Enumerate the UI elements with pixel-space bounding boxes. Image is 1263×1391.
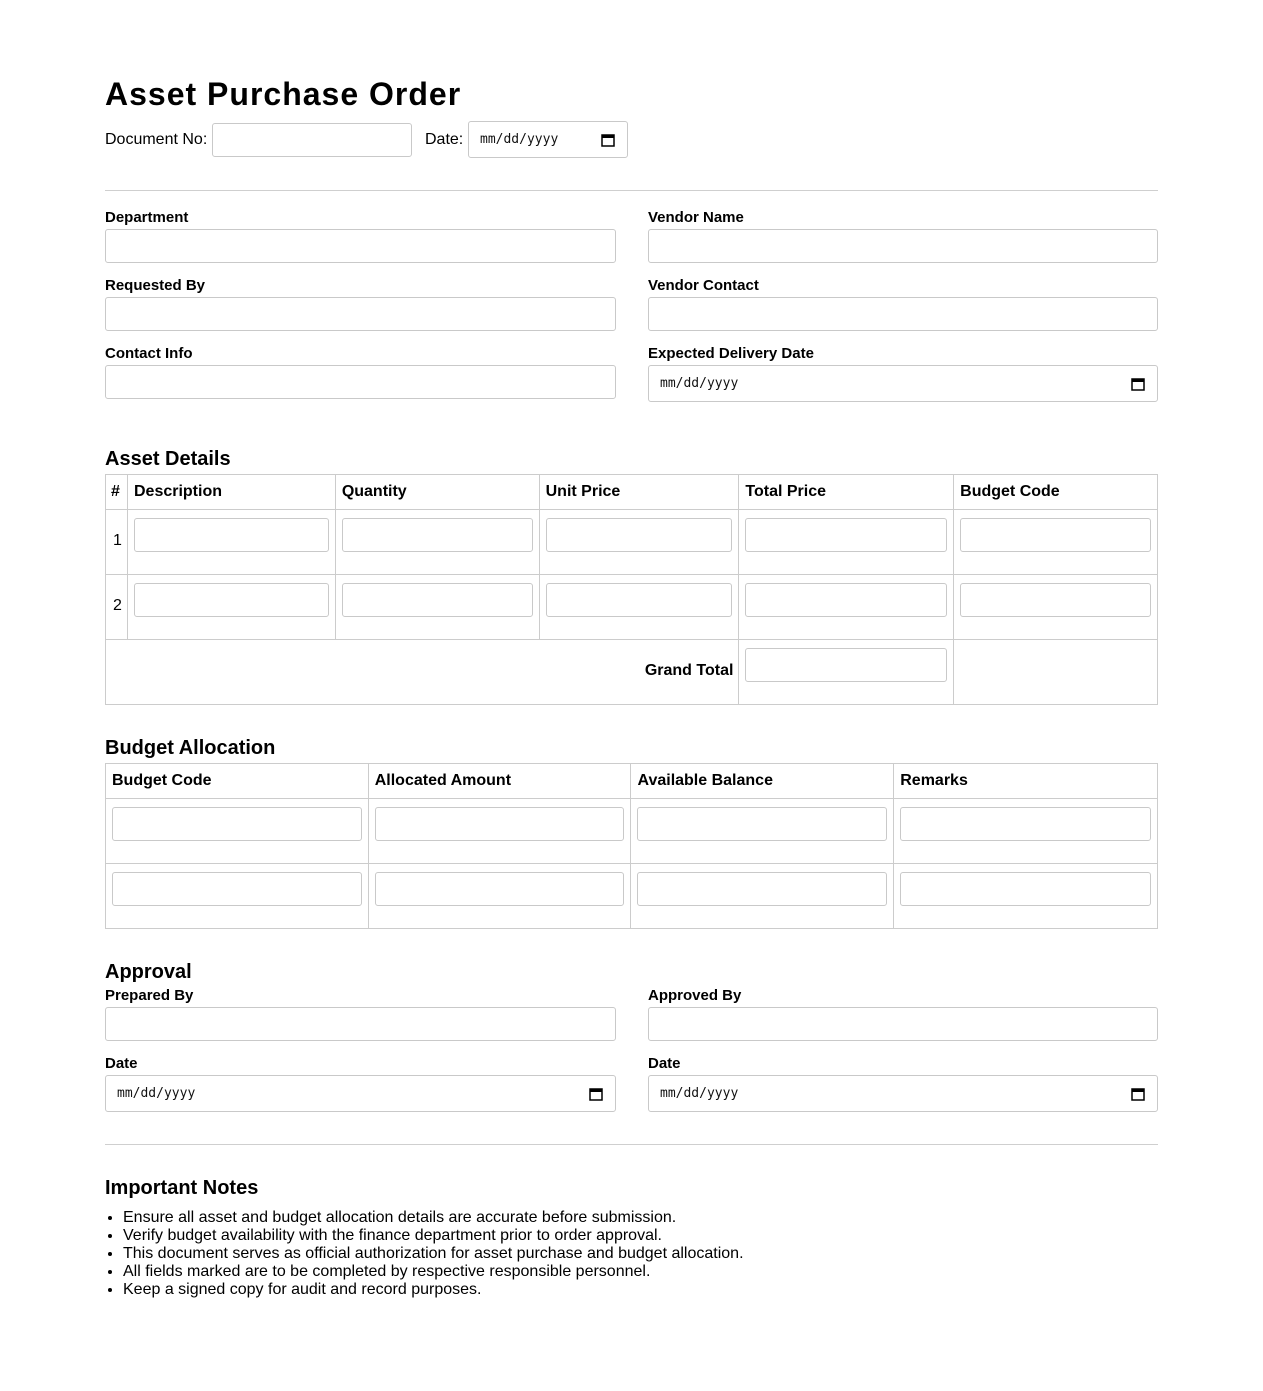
total-price-cell: [739, 575, 954, 640]
list-item: • Verify budget availability with the finance department prior to order approval.: [123, 1227, 1158, 1245]
row-number-cell: [106, 510, 128, 575]
document-no-input[interactable]: [212, 123, 412, 157]
prepared-by-label: Prepared By: [105, 987, 194, 1004]
quantity-input[interactable]: [342, 583, 533, 617]
requested-by-label: Requested By: [105, 277, 206, 294]
budget-code-input[interactable]: [112, 807, 362, 841]
total-price-cell: [739, 510, 954, 575]
asset-details-title: Asset Details: [105, 448, 231, 470]
quantity-input[interactable]: [342, 518, 533, 552]
expected-delivery-date-input[interactable]: [648, 365, 1158, 402]
column-header: Budget Code: [106, 764, 369, 799]
available-balance-cell: [631, 799, 894, 864]
row-number: 1: [113, 532, 122, 549]
contact-info-label: Contact Info: [105, 345, 193, 362]
grand-total-label: Grand Total: [644, 662, 734, 679]
unit-price-input[interactable]: [546, 583, 733, 617]
document-no-label: Document No:: [105, 131, 208, 148]
vendor-contact-label: Vendor Contact: [648, 277, 759, 294]
list-item: • This document serves as official authorization for asset purchase and budget allocation.: [123, 1245, 1158, 1263]
quantity-cell: [335, 575, 539, 640]
date-placeholder: mm/dd/yyyy: [480, 132, 559, 147]
calendar-icon[interactable]: [1131, 1087, 1145, 1101]
expected-delivery-label: Expected Delivery Date: [648, 345, 814, 362]
row-number-cell: [106, 575, 128, 640]
approved-by-label: Approved By: [648, 987, 742, 1004]
calendar-icon[interactable]: [589, 1087, 603, 1101]
page-title: Asset Purchase Order: [105, 76, 462, 112]
allocated-amount-input[interactable]: [375, 872, 625, 906]
divider-top: [105, 190, 1158, 191]
list-item: • All fields marked are to be completed by respective responsible personnel.: [123, 1263, 1158, 1281]
remarks-input[interactable]: [900, 872, 1151, 906]
table-header-row: [106, 764, 1158, 799]
approved-date-input[interactable]: [648, 1075, 1158, 1112]
calendar-icon[interactable]: [601, 133, 615, 147]
description-input[interactable]: [134, 583, 329, 617]
approved-by-input[interactable]: [648, 1007, 1158, 1041]
column-header: Total Price: [739, 475, 954, 510]
description-cell: [127, 575, 335, 640]
requested-by-input[interactable]: [105, 297, 616, 331]
allocated-amount-cell: [368, 799, 631, 864]
row-number: 2: [113, 597, 122, 614]
approval-title: Approval: [105, 961, 192, 983]
header-date-input[interactable]: [468, 121, 628, 158]
unit-price-cell: [539, 575, 739, 640]
column-header: Unit Price: [539, 475, 739, 510]
allocated-amount-cell: [368, 864, 631, 929]
remarks-cell: [894, 864, 1158, 929]
table-row: [106, 864, 1158, 929]
remarks-input[interactable]: [900, 807, 1151, 841]
contact-info-input[interactable]: [105, 365, 616, 399]
column-header: Remarks: [894, 764, 1158, 799]
grand-total-input[interactable]: [745, 648, 947, 682]
prepared-by-input[interactable]: [105, 1007, 616, 1041]
column-header: #: [106, 475, 128, 510]
list-item: • Ensure all asset and budget allocation details are accurate before submission.: [123, 1209, 1158, 1227]
remarks-cell: [894, 799, 1158, 864]
available-balance-input[interactable]: [637, 807, 887, 841]
quantity-cell: [335, 510, 539, 575]
date-label: Date:: [425, 131, 464, 148]
grand-total-row: [106, 640, 1158, 705]
grand-total-cell: [739, 640, 954, 705]
unit-price-cell: [539, 510, 739, 575]
budget-allocation-table: [105, 763, 1158, 929]
budget-code-cell: [954, 510, 1158, 575]
date-placeholder: mm/dd/yyyy: [660, 1086, 739, 1101]
column-header: Available Balance: [631, 764, 894, 799]
column-header: Allocated Amount: [368, 764, 631, 799]
table-row: [106, 799, 1158, 864]
budget-code-input[interactable]: [960, 583, 1151, 617]
prepared-date-input[interactable]: [105, 1075, 616, 1112]
budget-code-cell: [954, 575, 1158, 640]
budget-allocation-title: Budget Allocation: [105, 737, 276, 759]
vendor-name-input[interactable]: [648, 229, 1158, 263]
divider-bottom: [105, 1144, 1158, 1145]
empty-cell: [954, 640, 1158, 705]
vendor-name-label: Vendor Name: [648, 209, 744, 226]
description-cell: [127, 510, 335, 575]
notes-list: [105, 1209, 1158, 1299]
asset-details-table: [105, 474, 1158, 705]
available-balance-cell: [631, 864, 894, 929]
column-header: Description: [127, 475, 335, 510]
total-price-input[interactable]: [745, 518, 947, 552]
budget-code-cell: [106, 864, 369, 929]
notes-title: Important Notes: [105, 1177, 259, 1199]
column-header: Quantity: [335, 475, 539, 510]
calendar-icon[interactable]: [1131, 377, 1145, 391]
budget-code-input[interactable]: [112, 872, 362, 906]
table-row: [106, 575, 1158, 640]
list-item: • Keep a signed copy for audit and record purposes.: [123, 1281, 1158, 1299]
budget-code-cell: [106, 799, 369, 864]
department-input[interactable]: [105, 229, 616, 263]
available-balance-input[interactable]: [637, 872, 887, 906]
approved-date-label: Date: [648, 1055, 681, 1072]
budget-code-input[interactable]: [960, 518, 1151, 552]
department-label: Department: [105, 209, 189, 226]
table-row: [106, 510, 1158, 575]
vendor-contact-input[interactable]: [648, 297, 1158, 331]
allocated-amount-input[interactable]: [375, 807, 625, 841]
description-input[interactable]: [134, 518, 329, 552]
table-header-row: [106, 475, 1158, 510]
total-price-input[interactable]: [745, 583, 947, 617]
column-header: Budget Code: [954, 475, 1158, 510]
grand-total-label-cell: [106, 640, 739, 705]
date-placeholder: mm/dd/yyyy: [660, 376, 739, 391]
unit-price-input[interactable]: [546, 518, 733, 552]
date-placeholder: mm/dd/yyyy: [117, 1086, 196, 1101]
prepared-date-label: Date: [105, 1055, 138, 1072]
